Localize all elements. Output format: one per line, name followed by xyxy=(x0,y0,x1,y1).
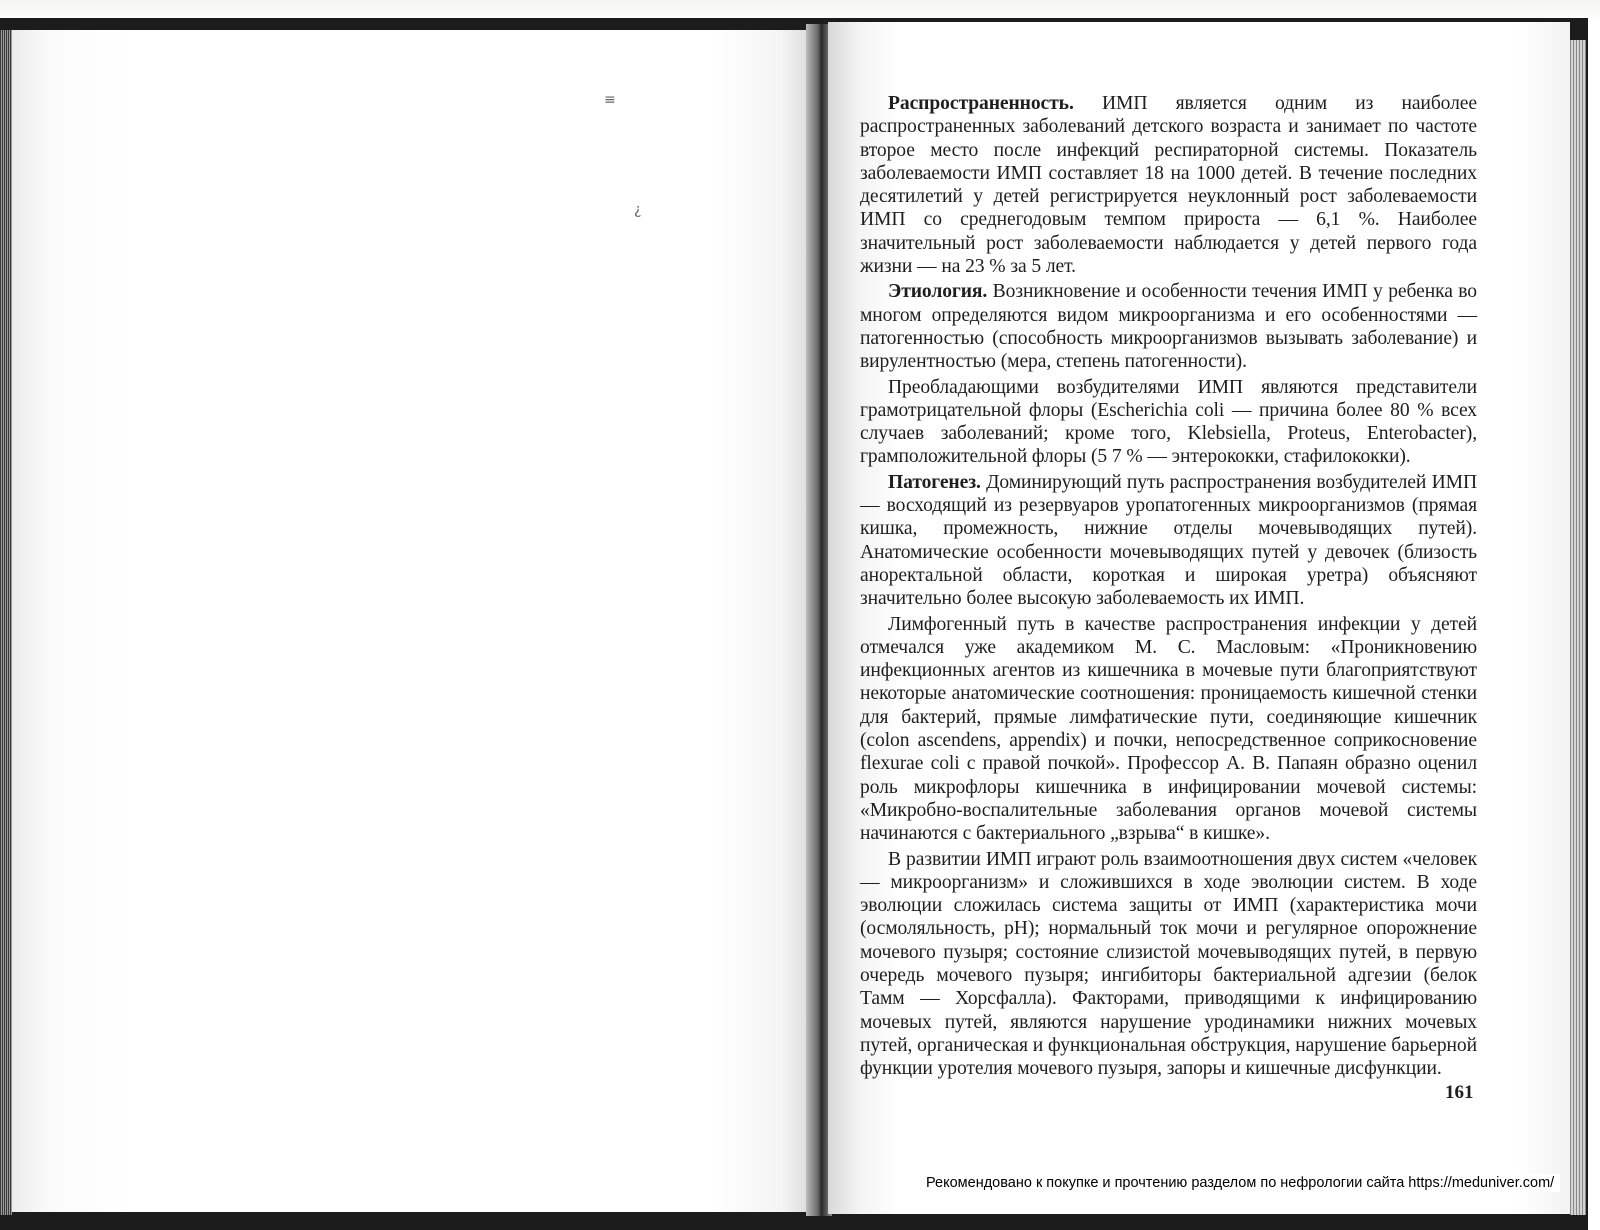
recommendation-footer: Рекомендовано к покупке и прочтению разделом по нефрологии сайта https://meduniver.com/ xyxy=(920,1174,1560,1192)
paragraph-prevalence xyxy=(860,92,1477,278)
paragraph-text: Возникновение и особенности течения ИМП у ребенка во многом определяются видом микроорганизма и его особенностями — патогенностью (способность микроорганизмов вызывать заболевание) и вирулентностью (мера, степень патогенности). xyxy=(860,281,1477,373)
paragraph-defense-systems xyxy=(860,848,1477,1081)
left-page-blank xyxy=(12,30,812,1212)
scan-speck-mark: ≡ xyxy=(604,92,616,108)
paragraph-lymphogenic-route xyxy=(860,613,1477,846)
paragraph-pathogens xyxy=(860,376,1477,469)
scan-speck-mark: ¿ xyxy=(634,202,642,218)
section-heading-prevalence: Распространенность. xyxy=(888,93,1074,114)
paragraph-pathogenesis xyxy=(860,471,1477,611)
paragraph-etiology xyxy=(860,280,1477,373)
section-heading-etiology: Этиология. xyxy=(888,281,988,303)
paragraph-text: Преобладающими возбудителями ИМП являются представители грамотрицательной флоры (Escherichia coli — причина более 80 % всех случаев заболеваний; кроме того, Klebsiella, Proteus, Enterobacter), грамположительной флоры (5 7 % — энтерококки, стафилококки). xyxy=(860,376,1477,468)
paragraph-text: ИМП является одним из наиболее распространенных заболеваний детского возраста и занимает по частоте второе место после инфекций респираторной системы. Показатель заболеваемости ИМП составляет 18 на 1000 детей. В течение последних десятилетий у детей регистрируется неуклонный рост заболеваемости ИМП со среднегодовым темпом прироста — 6,1 %. Наиболее значительный рост заболеваемости наблюдается у детей первого года жизни — на 23 % за 5 лет. xyxy=(860,93,1477,278)
page-body-text xyxy=(860,92,1477,1082)
paragraph-text: Доминирующий путь распространения возбудителей ИМП — восходящий из резервуаров уропатогенных микроорганизмов (прямая кишка, промежность, нижние отделы мочевыводящих путей). Анатомические особенности мочевыводящих путей у девочек (близость аноректальной области, короткая и широкая уретра) объясняют значительно более высокую заболеваемость их ИМП. xyxy=(860,471,1477,610)
left-page-edges xyxy=(0,30,12,1215)
page-number: 161 xyxy=(1445,1082,1474,1103)
section-heading-pathogenesis: Патогенез. xyxy=(888,471,981,493)
paragraph-text: Лимфогенный путь в качестве распространения инфекции у детей отмечался уже академиком М. С. Масловым: «Проникновению инфекционных агентов из кишечника в мочевые пути благоприятствуют некоторые анатомические соотношения: проницаемость кишечной стенки для бактерий, прямые лимфатические пути, соединяющие кишечник (colon ascendens, appendix) и почки, непосредственное соприкосновение flexurae coli с правой почкой». Профессор А. В. Папаян образно оценил роль микрофлоры кишечника в инфицировании мочевой системы: «Микробно-воспалительные заболевания органов мочевой системы начинаются с бактериального „взрыва“ в кишке». xyxy=(860,613,1477,845)
paragraph-text: В развитии ИМП играют роль взаимоотношения двух систем «человек — микроорганизм» и сложившихся в ходе эволюции систем. В ходе эволюции сложилась система защиты от ИМП (характеристика мочи (осмоляльность, pH); нормальный ток мочи и регулярное опорожнение мочевого пузыря; состояние слизистой мочевыводящих путей, в первую очередь мочевого пузыря; ингибиторы бактериальной адгезии (белок Тамм — Хорсфалла). Факторами, приводящими к инфицированию мочевых путей, являются нарушение уродинамики нижних мочевых путей, органическая и функциональная обструкция, нарушение барьерной функции уротелия мочевого пузыря, запоры и кишечные дисфункции. xyxy=(860,848,1477,1080)
right-page-edges xyxy=(1570,40,1586,1215)
